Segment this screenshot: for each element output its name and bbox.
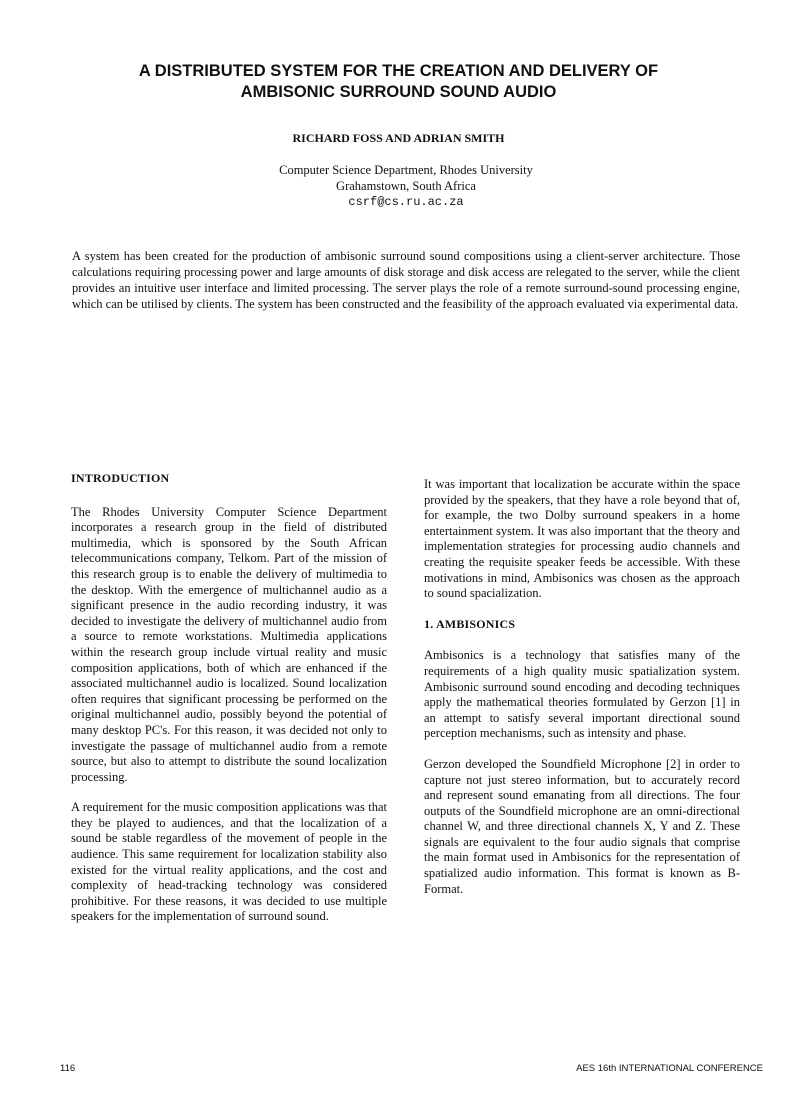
page-number: 116 — [60, 1063, 76, 1074]
introduction-heading: INTRODUCTION — [71, 471, 170, 485]
affiliation-department: Computer Science Department, Rhodes University — [279, 163, 533, 177]
right-column — [424, 477, 740, 912]
authors: RICHARD FOSS AND ADRIAN SMITH — [292, 131, 505, 145]
affiliation-email: csrf@cs.ru.ac.za — [348, 195, 464, 209]
ambisonics-paragraph-1: Ambisonics is a technology that satisfies many of the requirements of a high quality music spatialization system. Ambisonic surround sound encoding and decoding techniques apply the mathematical theories formulated by Gerzon [1] in an attempt to satisfy several important directional sound perception mechanisms, such as intensity and phase. — [424, 648, 740, 741]
abstract: A system has been created for the production of ambisonic surround sound compositions using a client-server architecture. Those calculations requiring processing power and large amounts of disk storage and disk access are relegated to the server, while the client provides an intuitive user interface and limited processing. The server plays the role of a remote surround-sound processing engine, which can be utilised by clients. The system has been constructed and the feasibility of the approach evaluated via experimental data. — [72, 249, 740, 311]
affiliation-block — [60, 162, 752, 210]
ambisonics-paragraph-2: Gerzon developed the Soundfield Microphone [2] in order to capture not just stereo information, but to accurately record and represent sound emanating from all directions. The four outputs of the Soundfield microphone are an omni-directional channel W, and three directional channels X, Y and Z. These signals are equivalent to the four audio signals that comprise the main format used in Ambisonics for the representation of spatialized audio information. This format is known as B-Format. — [424, 756, 740, 896]
paper-title — [60, 61, 737, 103]
affiliation-location: Grahamstown, South Africa — [336, 179, 476, 193]
left-column — [71, 471, 387, 940]
title-line-2: AMBISONIC SURROUND SOUND AUDIO — [240, 83, 557, 101]
conference-footer: AES 16th INTERNATIONAL CONFERENCE — [576, 1063, 763, 1074]
introduction-continued-paragraph: It was important that localization be accurate within the space provided by the speakers, that they have a role beyond that of, for example, the two Dolby surround speakers in a home entertainment system. It was also important that the theory and implementation strategies for processing audio channels and creating the requisite speaker feeds be accessible. With these motivations in mind, Ambisonics was chosen as the approach to sound spacialization. — [424, 477, 740, 601]
introduction-paragraph-2: A requirement for the music composition applications was that they be played to audiences, and that the localization of a sound be stable regardless of the movement of people in the audience. This same requirement for localization stability also existed for the virtual reality applications, and the cost and complexity of head-tracking technology was considered prohibitive. For these reasons, it was decided to use multiple speakers for the implementation of surround sound. — [71, 800, 387, 924]
title-line-1: A DISTRIBUTED SYSTEM FOR THE CREATION AND DELIVERY OF — [138, 62, 659, 80]
ambisonics-heading: 1. AMBISONICS — [424, 616, 516, 631]
introduction-paragraph-1: The Rhodes University Computer Science Department incorporates a research group in the field of distributed multimedia, which is sponsored by the South African telecommunications company, Telkom. Part of the mission of this research group is to enable the delivery of multimedia to the desktop. With the emergence of multichannel audio as a significant presence in the audio recording industry, it was decided to investigate the delivery of multichannel audio from a source to remote workstations. Multimedia applications within the research group include virtual reality and music composition applications, both of which are enhanced if the associated multichannel audio is localized. Sound localization often requires that significant processing be performed on the original multichannel audio, possibly beyond the potential of many desktop PC's. For this reason, it was decided not only to investigate the passage of multichannel audio from a remote source, but also to attempt to distribute the sound localization processing. — [71, 504, 387, 784]
